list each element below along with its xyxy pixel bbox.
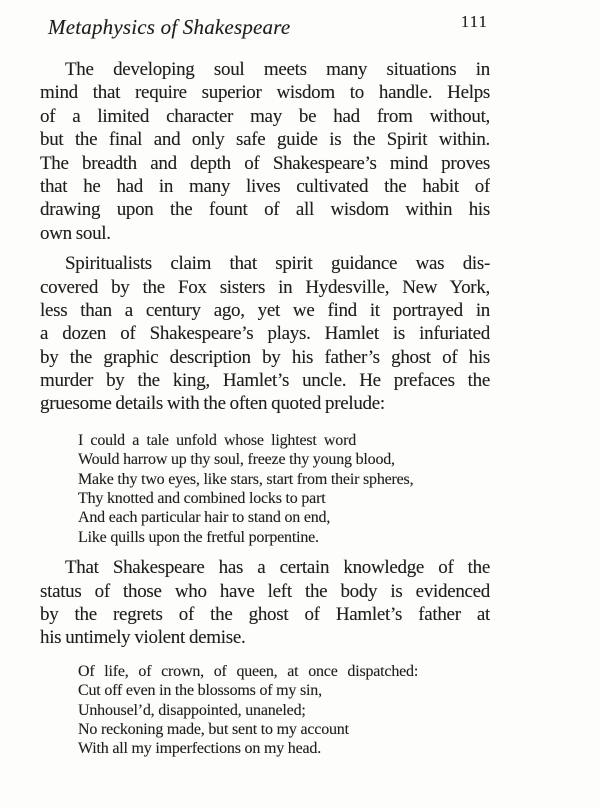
text-line: by the graphic description by his father’s ghost of his bbox=[40, 346, 490, 368]
verse-line: Make thy two eyes, like stars, start from their spheres, bbox=[78, 470, 414, 488]
page-number: 111 bbox=[460, 12, 488, 31]
verse-line: Cut off even in the blossoms of my sin, bbox=[78, 682, 322, 700]
verse-line: With all my imperfections on my head. bbox=[78, 740, 322, 758]
text-line: gruesome details with the often quoted prelude: bbox=[40, 393, 385, 415]
text-line: his untimely violent demise. bbox=[40, 627, 246, 649]
text-line: less than a century ago, yet we find it portrayed in bbox=[40, 299, 490, 321]
text-line: covered by the Fox sisters in Hydesville, New York, bbox=[40, 276, 490, 298]
text-line: but the final and only safe guide is the Spirit within. bbox=[40, 129, 490, 151]
verse-line: I could a tale unfold whose lightest word bbox=[78, 431, 357, 449]
verse-quote-2 bbox=[78, 662, 490, 759]
text-line: own soul. bbox=[40, 222, 111, 244]
text-line: Spiritualists claim that spirit guidance was dis- bbox=[65, 253, 490, 275]
text-line: The developing soul meets many situations in bbox=[65, 59, 490, 80]
text-line: status of those who have left the body is evidenced bbox=[40, 580, 490, 602]
text-line: murder by the king, Hamlet’s uncle. He prefaces the bbox=[40, 370, 490, 392]
verse-line: And each particular hair to stand on end, bbox=[78, 509, 331, 527]
text-line: That Shakespeare has a certain knowledge of the bbox=[65, 557, 490, 579]
paragraph-3 bbox=[40, 556, 490, 650]
text-line: drawing upon the fount of all wisdom within his bbox=[40, 199, 490, 221]
text-line: by the regrets of the ghost of Hamlet’s father at bbox=[40, 603, 490, 625]
text-line: a dozen of Shakespeare’s plays. Hamlet is infuriated bbox=[40, 323, 490, 345]
text-line: that he had in many lives cultivated the habit of bbox=[40, 175, 490, 197]
text-line: The breadth and depth of Shakespeare’s mind proves bbox=[40, 152, 490, 174]
verse-line: No reckoning made, but sent to my account bbox=[78, 720, 349, 738]
page-header bbox=[0, 0, 600, 39]
paragraph-1 bbox=[40, 58, 490, 245]
verse-line: Would harrow up thy soul, freeze thy young blood, bbox=[78, 451, 395, 469]
verse-line: Thy knotted and combined locks to part bbox=[78, 490, 326, 508]
verse-quote-1 bbox=[78, 431, 490, 547]
page-body bbox=[40, 58, 490, 759]
running-header: Metaphysics of Shakespeare bbox=[48, 15, 291, 39]
verse-line: Like quills upon the fretful porpentine. bbox=[78, 528, 319, 546]
paragraph-2 bbox=[40, 252, 490, 416]
text-line: mind that require superior wisdom to handle. Helps bbox=[40, 82, 490, 104]
verse-line: Of life, of crown, of queen, at once dispatched: bbox=[78, 662, 419, 680]
text-line: of a limited character may be had from without, bbox=[40, 105, 490, 127]
verse-line: Unhousel’d, disappointed, unaneled; bbox=[78, 701, 306, 719]
